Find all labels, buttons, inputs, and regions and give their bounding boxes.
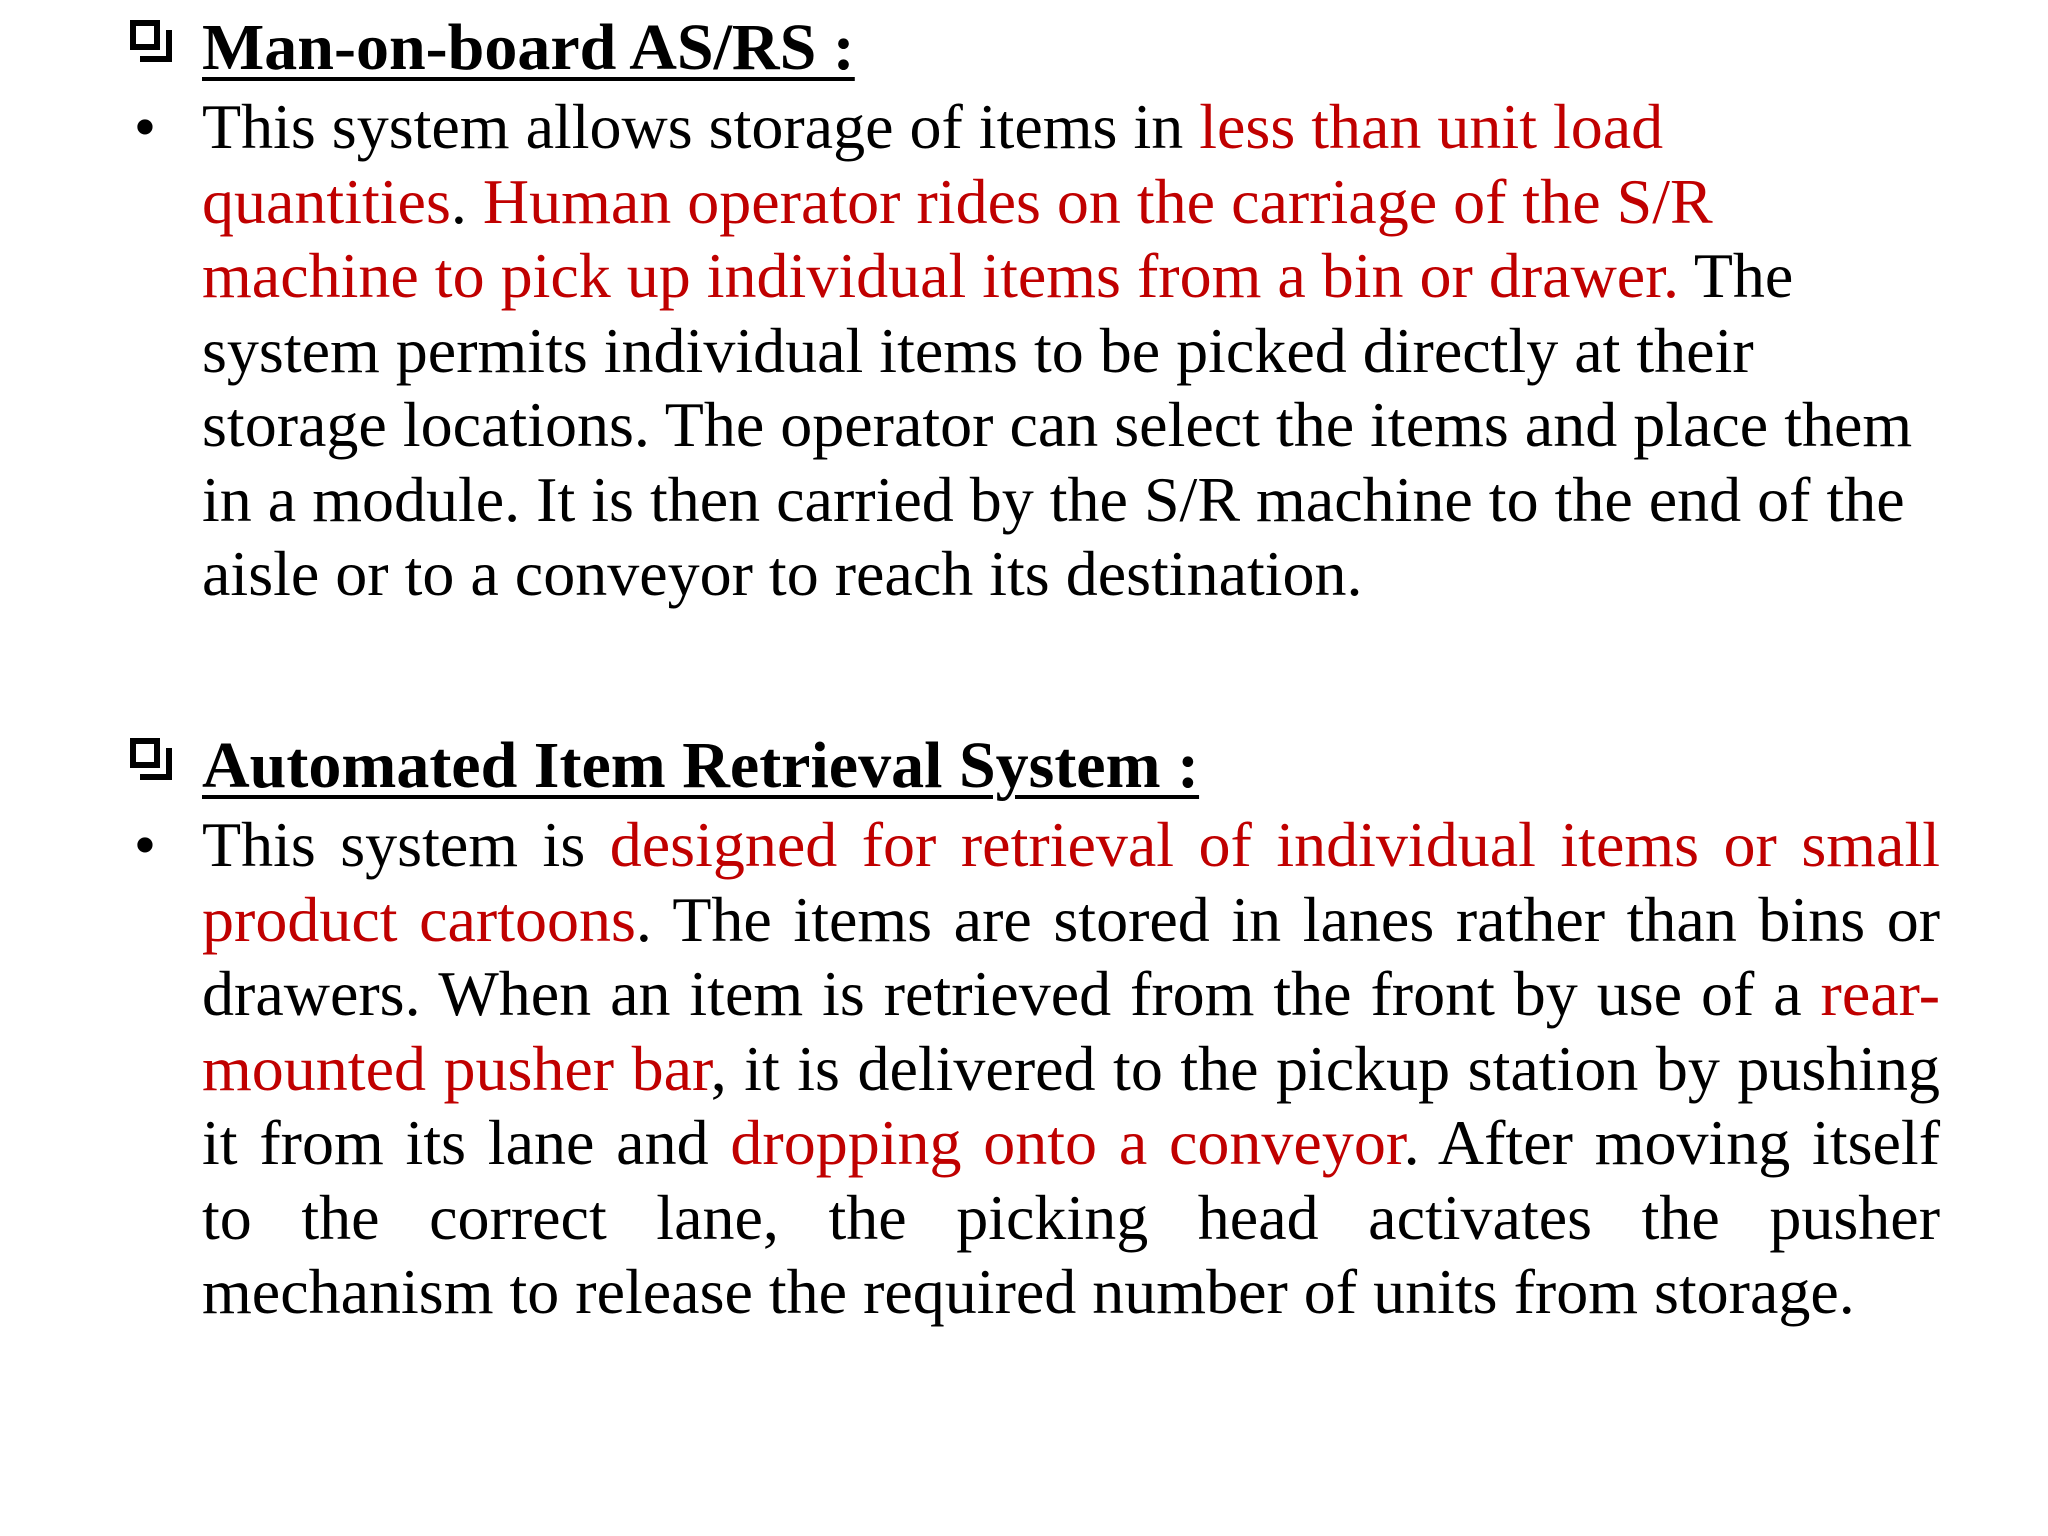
text-segment: , it is delivered to the pickup station by pushing it from its lane and [202, 1032, 1941, 1178]
heading-text: Automated Item Retrieval System : [202, 729, 1200, 802]
highlight-segment: designed for retrieval of individual items or small product cartoons [202, 809, 1941, 955]
section-heading [130, 4, 1940, 84]
bullet-item [130, 808, 1940, 1330]
bullet-item [130, 90, 1940, 612]
highlight-segment: dropping onto a conveyor [730, 1107, 1404, 1178]
highlight-segment: rear-mounted pusher bar [202, 958, 1940, 1104]
heading-text: Man-on-board AS/RS : [202, 11, 855, 84]
section-heading [130, 722, 1940, 802]
highlight-segment: Human operator rides on the carriage of the S/R machine to pick up individual items from a bin or drawer. [202, 165, 1713, 311]
checkbox-square-icon [130, 738, 160, 768]
bullet-icon: • [133, 809, 157, 880]
text-segment: This system allows storage of items in [202, 91, 1200, 162]
section-man-on-board [130, 4, 1940, 609]
checkbox-square-icon [130, 20, 160, 50]
text-segment: . The items are stored in lanes rather than bins or drawers. When an item is retrieved from the front by use of a [202, 883, 1941, 1029]
text-segment: This system is [202, 809, 610, 880]
text-segment: . After moving itself to the correct lane, the picking head activates the pusher mechanism to release the required number of units from storage. [202, 1107, 1941, 1327]
text-segment: . [450, 165, 483, 237]
paragraph [202, 90, 1940, 612]
paragraph [202, 808, 1940, 1330]
highlight-segment: less than unit load quantities [202, 91, 1664, 237]
text-segment: The system permits individual items to be picked directly at their storage locations. The operator can select the items and place them in a module. It is then carried by the S/R machine to the end of the aisle or to a conveyor to reach its destination. [202, 240, 1913, 609]
bullet-icon: • [133, 91, 157, 162]
section-automated-item-retrieval [130, 722, 1941, 1327]
